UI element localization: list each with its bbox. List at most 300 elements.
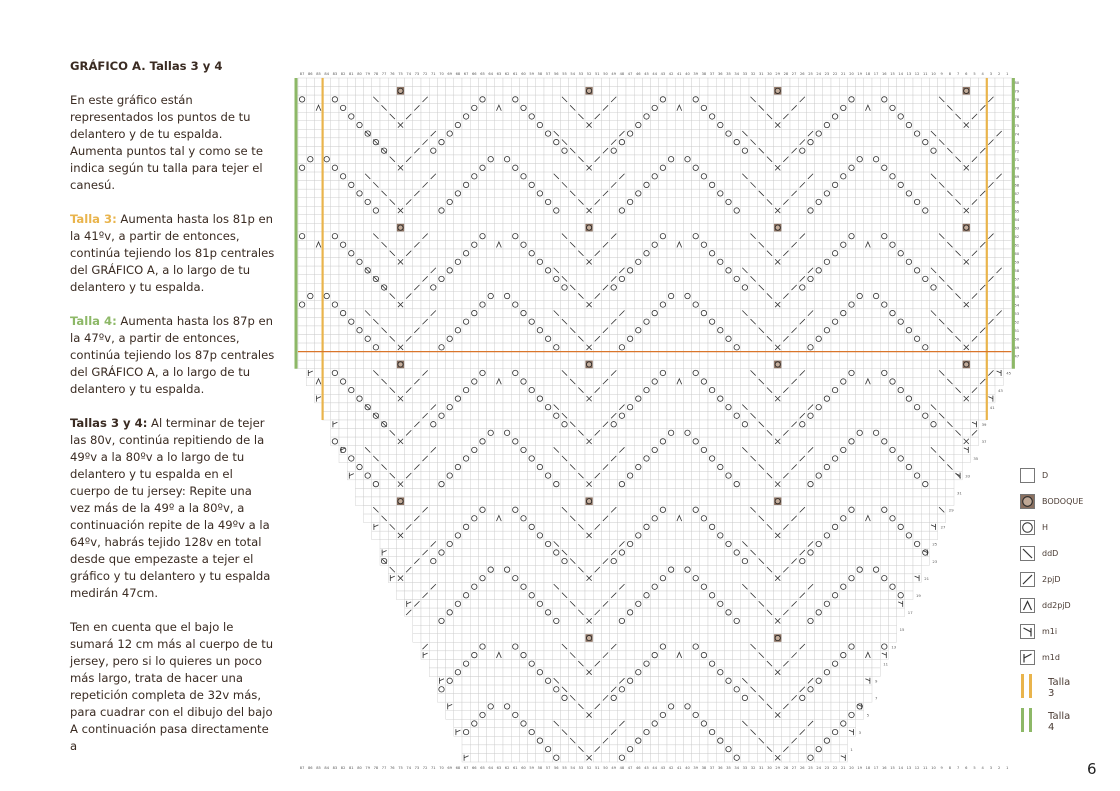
chart-cell bbox=[462, 506, 470, 515]
chart-cell bbox=[774, 557, 782, 566]
chart-cell bbox=[815, 369, 823, 378]
chart-cell bbox=[642, 540, 650, 549]
chart-cell bbox=[478, 249, 486, 258]
chart-cell bbox=[519, 403, 527, 412]
chart-cell bbox=[306, 138, 314, 147]
chart-cell bbox=[757, 343, 765, 352]
chart-cell bbox=[355, 181, 363, 190]
chart-cell bbox=[503, 146, 511, 155]
chart-cell bbox=[782, 121, 790, 130]
chart-cell bbox=[897, 420, 905, 429]
chart-cell bbox=[651, 112, 659, 121]
chart-cell bbox=[421, 420, 429, 429]
chart-cell bbox=[954, 138, 962, 147]
chart-cell bbox=[839, 497, 847, 506]
chart-cell bbox=[306, 172, 314, 181]
chart-cell bbox=[519, 437, 527, 446]
chart-cell bbox=[544, 317, 552, 326]
chart-cell bbox=[405, 437, 413, 446]
chart-cell bbox=[593, 266, 601, 275]
chart-cell bbox=[823, 146, 831, 155]
chart-cell bbox=[872, 352, 880, 361]
chart-cell bbox=[667, 446, 675, 455]
chart-cell bbox=[429, 249, 437, 258]
chart-cell bbox=[798, 437, 806, 446]
chart-cell bbox=[552, 523, 560, 532]
chart-cell bbox=[593, 548, 601, 557]
chart-cell bbox=[536, 292, 544, 301]
chart-cell bbox=[905, 497, 913, 506]
chart-cell bbox=[675, 129, 683, 138]
chart-cell bbox=[372, 223, 380, 232]
chart-cell bbox=[970, 283, 978, 292]
chart-cell bbox=[774, 429, 782, 438]
chart-cell bbox=[536, 206, 544, 215]
chart-cell bbox=[454, 411, 462, 420]
chart-cell bbox=[339, 369, 347, 378]
chart-cell bbox=[700, 343, 708, 352]
chart-cell bbox=[905, 104, 913, 113]
chart-cell bbox=[421, 198, 429, 207]
chart-cell bbox=[503, 394, 511, 403]
chart-cell bbox=[601, 369, 609, 378]
chart-cell bbox=[364, 87, 372, 96]
chart-cell bbox=[388, 240, 396, 249]
chart-cell bbox=[339, 189, 347, 198]
chart-cell bbox=[872, 540, 880, 549]
chart-cell bbox=[429, 574, 437, 583]
chart-cell bbox=[577, 394, 585, 403]
chart-cell bbox=[429, 275, 437, 284]
chart-cell bbox=[667, 87, 675, 96]
chart-cell bbox=[544, 275, 552, 284]
chart-cell bbox=[839, 326, 847, 335]
chart-cell bbox=[757, 215, 765, 224]
chart-cell bbox=[782, 394, 790, 403]
chart-cell bbox=[905, 87, 913, 96]
chart-cell bbox=[905, 377, 913, 386]
chart-cell bbox=[716, 240, 724, 249]
chart-cell bbox=[610, 198, 618, 207]
chart-cell bbox=[970, 206, 978, 215]
chart-cell bbox=[888, 531, 896, 540]
chart-cell bbox=[938, 360, 946, 369]
chart-cell bbox=[437, 172, 445, 181]
chart-cell bbox=[421, 223, 429, 232]
chart-cell bbox=[692, 352, 700, 361]
chart-cell bbox=[314, 172, 322, 181]
chart-cell bbox=[413, 78, 421, 87]
chart-cell bbox=[421, 172, 429, 181]
chart-cell bbox=[880, 146, 888, 155]
chart-cell bbox=[880, 326, 888, 335]
chart-cell bbox=[765, 232, 773, 241]
chart-cell bbox=[536, 574, 544, 583]
chart-cell bbox=[306, 326, 314, 335]
chart-cell bbox=[626, 283, 634, 292]
chart-cell bbox=[987, 104, 995, 113]
chart-cell bbox=[938, 104, 946, 113]
chart-cell bbox=[634, 283, 642, 292]
chart-cell bbox=[618, 574, 626, 583]
chart-cell bbox=[405, 514, 413, 523]
chart-cell bbox=[552, 189, 560, 198]
chart-cell bbox=[929, 429, 937, 438]
chart-cell bbox=[716, 283, 724, 292]
chart-cell bbox=[536, 317, 544, 326]
chart-cell bbox=[864, 411, 872, 420]
chart-cell bbox=[946, 249, 954, 258]
chart-cell bbox=[331, 129, 339, 138]
chart-cell bbox=[888, 223, 896, 232]
chart-cell bbox=[839, 78, 847, 87]
chart-cell bbox=[544, 223, 552, 232]
chart-cell bbox=[429, 480, 437, 489]
chart-cell bbox=[929, 198, 937, 207]
chart-cell bbox=[708, 121, 716, 130]
chart-cell bbox=[872, 437, 880, 446]
chart-cell bbox=[913, 292, 921, 301]
chart-cell bbox=[519, 129, 527, 138]
chart-cell bbox=[733, 471, 741, 480]
chart-cell bbox=[806, 326, 814, 335]
chart-cell bbox=[774, 155, 782, 164]
chart-cell bbox=[716, 206, 724, 215]
chart-cell bbox=[970, 420, 978, 429]
chart-cell bbox=[970, 104, 978, 113]
chart-cell bbox=[921, 87, 929, 96]
chart-cell bbox=[683, 215, 691, 224]
chart-cell bbox=[470, 129, 478, 138]
chart-cell bbox=[733, 394, 741, 403]
chart-cell bbox=[765, 437, 773, 446]
chart-cell bbox=[659, 275, 667, 284]
chart-cell bbox=[388, 266, 396, 275]
chart-cell bbox=[741, 300, 749, 309]
chart-cell bbox=[536, 249, 544, 258]
chart-cell bbox=[675, 164, 683, 173]
chart-cell bbox=[569, 471, 577, 480]
chart-cell bbox=[749, 488, 757, 497]
chart-cell bbox=[446, 582, 454, 591]
chart-cell bbox=[823, 215, 831, 224]
chart-cell bbox=[601, 206, 609, 215]
chart-cell bbox=[388, 514, 396, 523]
chart-cell bbox=[651, 155, 659, 164]
chart-cell bbox=[470, 540, 478, 549]
chart-cell bbox=[610, 104, 618, 113]
chart-cell bbox=[888, 326, 896, 335]
chart-cell bbox=[528, 232, 536, 241]
chart-cell bbox=[396, 326, 404, 335]
chart-cell bbox=[856, 104, 864, 113]
chart-cell bbox=[651, 540, 659, 549]
chart-cell bbox=[642, 206, 650, 215]
chart-cell bbox=[897, 146, 905, 155]
chart-cell bbox=[872, 582, 880, 591]
chart-cell bbox=[856, 283, 864, 292]
chart-cell bbox=[683, 497, 691, 506]
chart-cell bbox=[421, 206, 429, 215]
chart-cell bbox=[487, 548, 495, 557]
chart-cell bbox=[454, 266, 462, 275]
chart-cell bbox=[815, 360, 823, 369]
chart-cell bbox=[847, 309, 855, 318]
chart-cell bbox=[577, 446, 585, 455]
chart-cell bbox=[314, 112, 322, 121]
chart-cell bbox=[462, 104, 470, 113]
chart-cell bbox=[864, 343, 872, 352]
chart-cell bbox=[815, 420, 823, 429]
chart-cell bbox=[601, 574, 609, 583]
chart-cell bbox=[929, 206, 937, 215]
chart-cell bbox=[995, 189, 1003, 198]
chart-cell bbox=[667, 172, 675, 181]
chart-cell bbox=[815, 557, 823, 566]
chart-cell bbox=[413, 497, 421, 506]
chart-cell bbox=[929, 138, 937, 147]
chart-cell bbox=[847, 557, 855, 566]
chart-cell bbox=[847, 335, 855, 344]
chart-cell bbox=[700, 480, 708, 489]
chart-cell bbox=[856, 360, 864, 369]
chart-cell bbox=[651, 574, 659, 583]
chart-cell bbox=[347, 198, 355, 207]
chart-cell bbox=[757, 386, 765, 395]
chart-cell bbox=[519, 164, 527, 173]
chart-cell bbox=[782, 181, 790, 190]
chart-cell bbox=[815, 300, 823, 309]
chart-cell bbox=[667, 360, 675, 369]
chart-cell bbox=[716, 454, 724, 463]
chart-cell bbox=[601, 335, 609, 344]
chart-cell bbox=[929, 215, 937, 224]
chart-cell bbox=[929, 87, 937, 96]
chart-cell bbox=[806, 78, 814, 87]
chart-cell bbox=[683, 335, 691, 344]
chart-cell bbox=[380, 198, 388, 207]
chart-cell bbox=[528, 335, 536, 344]
chart-cell bbox=[503, 488, 511, 497]
chart-cell bbox=[552, 317, 560, 326]
chart-cell bbox=[552, 155, 560, 164]
chart-cell bbox=[355, 138, 363, 147]
chart-cell bbox=[495, 258, 503, 267]
chart-cell bbox=[298, 352, 306, 361]
chart-cell bbox=[642, 403, 650, 412]
chart-cell bbox=[495, 403, 503, 412]
chart-cell bbox=[462, 600, 470, 609]
chart-cell bbox=[667, 95, 675, 104]
chart-cell bbox=[405, 343, 413, 352]
chart-cell bbox=[536, 497, 544, 506]
chart-cell bbox=[372, 497, 380, 506]
chart-cell bbox=[667, 189, 675, 198]
chart-cell bbox=[897, 198, 905, 207]
chart-cell bbox=[642, 138, 650, 147]
chart-cell bbox=[511, 600, 519, 609]
chart-cell bbox=[913, 309, 921, 318]
chart-cell bbox=[519, 78, 527, 87]
chart-cell bbox=[380, 352, 388, 361]
chart-cell bbox=[462, 480, 470, 489]
chart-cell bbox=[593, 403, 601, 412]
chart-cell bbox=[733, 488, 741, 497]
chart-cell bbox=[364, 146, 372, 155]
chart-cell bbox=[405, 258, 413, 267]
chart-cell bbox=[487, 146, 495, 155]
chart-cell bbox=[724, 258, 732, 267]
chart-cell bbox=[692, 497, 700, 506]
chart-cell bbox=[929, 352, 937, 361]
chart-cell bbox=[659, 548, 667, 557]
chart-cell bbox=[355, 146, 363, 155]
chart-cell bbox=[741, 206, 749, 215]
chart-cell bbox=[585, 411, 593, 420]
chart-cell bbox=[323, 266, 331, 275]
chart-cell bbox=[692, 198, 700, 207]
chart-cell bbox=[618, 429, 626, 438]
chart-cell bbox=[339, 232, 347, 241]
chart-cell bbox=[774, 582, 782, 591]
chart-cell bbox=[478, 514, 486, 523]
chart-cell bbox=[954, 437, 962, 446]
chart-cell bbox=[733, 437, 741, 446]
chart-cell bbox=[421, 283, 429, 292]
chart-cell bbox=[552, 497, 560, 506]
chart-cell bbox=[503, 138, 511, 147]
chart-cell bbox=[954, 240, 962, 249]
chart-cell bbox=[593, 189, 601, 198]
chart-cell bbox=[798, 104, 806, 113]
chart-cell bbox=[593, 164, 601, 173]
chart-cell bbox=[683, 283, 691, 292]
chart-cell bbox=[511, 531, 519, 540]
chart-cell bbox=[708, 206, 716, 215]
chart-cell bbox=[839, 189, 847, 198]
chart-cell bbox=[749, 300, 757, 309]
chart-cell bbox=[462, 471, 470, 480]
chart-cell bbox=[692, 360, 700, 369]
chart-cell bbox=[528, 480, 536, 489]
chart-cell bbox=[372, 352, 380, 361]
chart-cell bbox=[979, 292, 987, 301]
chart-cell bbox=[724, 480, 732, 489]
chart-cell bbox=[708, 326, 716, 335]
chart-cell bbox=[413, 488, 421, 497]
chart-cell bbox=[888, 300, 896, 309]
chart-cell bbox=[872, 87, 880, 96]
chart-cell bbox=[610, 206, 618, 215]
chart-cell bbox=[544, 548, 552, 557]
chart-cell bbox=[298, 138, 306, 147]
chart-cell bbox=[651, 87, 659, 96]
chart-cell bbox=[495, 215, 503, 224]
chart-cell bbox=[888, 437, 896, 446]
chart-cell bbox=[610, 240, 618, 249]
chart-cell bbox=[347, 394, 355, 403]
chart-cell bbox=[856, 206, 864, 215]
chart-cell bbox=[601, 582, 609, 591]
chart-cell bbox=[708, 275, 716, 284]
chart-cell bbox=[962, 138, 970, 147]
chart-cell bbox=[446, 155, 454, 164]
chart-cell bbox=[380, 112, 388, 121]
chart-cell bbox=[765, 240, 773, 249]
chart-cell bbox=[569, 206, 577, 215]
chart-cell bbox=[421, 343, 429, 352]
chart-cell bbox=[569, 582, 577, 591]
chart-cell bbox=[421, 266, 429, 275]
chart-cell bbox=[938, 112, 946, 121]
chart-cell bbox=[380, 471, 388, 480]
chart-cell bbox=[446, 112, 454, 121]
chart-cell bbox=[839, 548, 847, 557]
chart-cell bbox=[396, 591, 404, 600]
chart-cell bbox=[864, 582, 872, 591]
chart-cell bbox=[651, 121, 659, 130]
chart-cell bbox=[831, 198, 839, 207]
chart-cell bbox=[454, 317, 462, 326]
chart-cell bbox=[569, 386, 577, 395]
chart-cell bbox=[601, 488, 609, 497]
chart-cell bbox=[478, 206, 486, 215]
chart-cell bbox=[765, 582, 773, 591]
chart-cell bbox=[667, 181, 675, 190]
chart-cell bbox=[765, 87, 773, 96]
chart-cell bbox=[782, 540, 790, 549]
chart-cell bbox=[683, 437, 691, 446]
chart-cell bbox=[815, 463, 823, 472]
chart-cell bbox=[970, 223, 978, 232]
chart-cell bbox=[749, 189, 757, 198]
chart-cell bbox=[880, 275, 888, 284]
chart-cell bbox=[323, 164, 331, 173]
chart-cell bbox=[560, 352, 568, 361]
chart-cell bbox=[856, 540, 864, 549]
chart-cell bbox=[815, 386, 823, 395]
chart-cell bbox=[601, 198, 609, 207]
chart-cell bbox=[544, 369, 552, 378]
chart-cell bbox=[888, 429, 896, 438]
chart-cell bbox=[331, 275, 339, 284]
chart-cell bbox=[675, 403, 683, 412]
chart-cell bbox=[413, 317, 421, 326]
chart-cell bbox=[815, 582, 823, 591]
chart-cell bbox=[733, 540, 741, 549]
chart-cell bbox=[757, 574, 765, 583]
chart-cell bbox=[421, 155, 429, 164]
chart-cell bbox=[405, 300, 413, 309]
chart-cell bbox=[421, 189, 429, 198]
chart-cell bbox=[536, 565, 544, 574]
chart-cell bbox=[938, 352, 946, 361]
chart-cell bbox=[642, 104, 650, 113]
chart-cell bbox=[659, 446, 667, 455]
chart-cell bbox=[503, 283, 511, 292]
chart-cell bbox=[355, 386, 363, 395]
chart-cell bbox=[421, 129, 429, 138]
chart-cell bbox=[954, 258, 962, 267]
chart-cell bbox=[634, 198, 642, 207]
chart-cell bbox=[355, 488, 363, 497]
chart-cell bbox=[667, 403, 675, 412]
chart-cell bbox=[774, 317, 782, 326]
chart-cell bbox=[618, 335, 626, 344]
chart-cell bbox=[749, 343, 757, 352]
chart-cell bbox=[405, 172, 413, 181]
chart-cell bbox=[913, 352, 921, 361]
